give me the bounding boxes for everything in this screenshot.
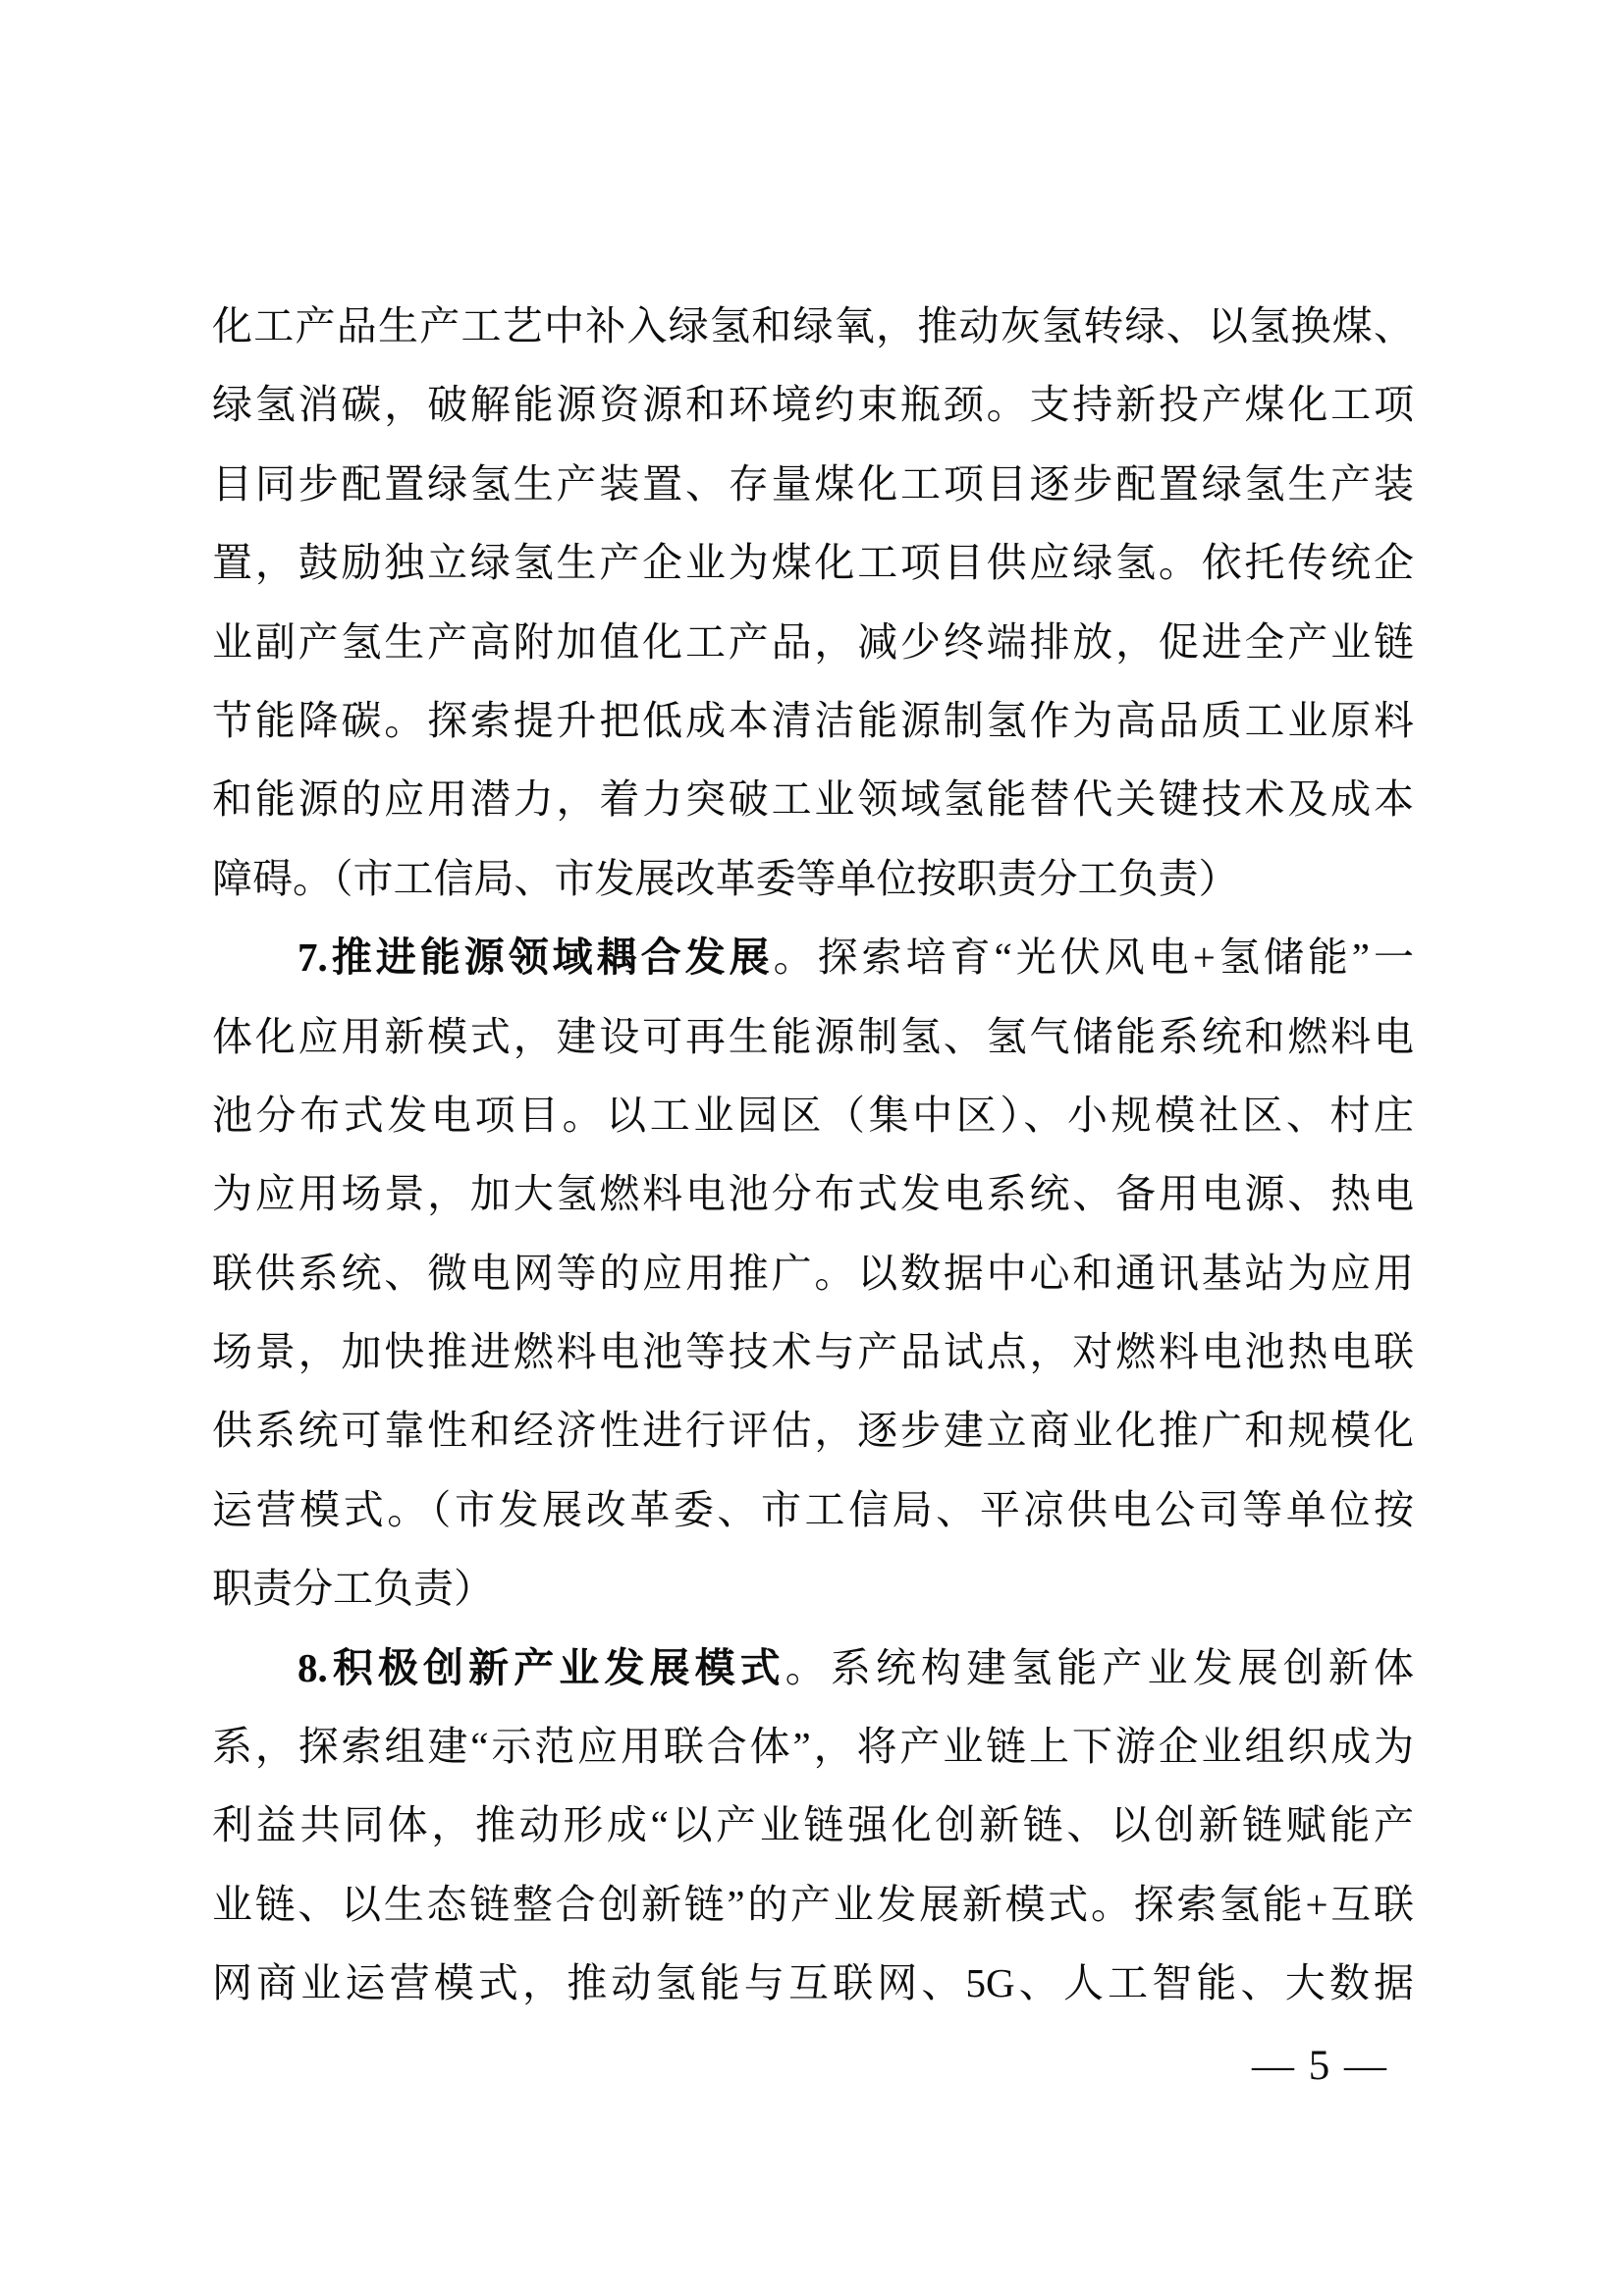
section-number-title: 7.推进能源领域耦合发展 xyxy=(298,934,774,981)
line-text: 。探索培育“光伏风电+氢储能”一 xyxy=(773,934,1414,981)
text-line: 业副产氢生产高附加值化工产品，减少终端排放，促进全产业链 xyxy=(212,618,1414,665)
text-line: 系，探索组建“示范应用联合体”，将产业链上下游企业组织成为 xyxy=(212,1724,1414,1770)
text-line: 障碍。（市工信局、市发展改革委等单位按职责分工负责） xyxy=(212,855,1239,901)
text-line: 为应用场景，加大氢燃料电池分布式发电系统、备用电源、热电 xyxy=(212,1171,1414,1217)
text-line: 网商业运营模式，推动氢能与互联网、5G、人工智能、大数据 xyxy=(212,1960,1414,2006)
text-line: 池分布式发电项目。以工业园区（集中区）、小规模社区、村庄 xyxy=(212,1092,1414,1138)
text-line: 运营模式。（市发展改革委、市工信局、平凉供电公司等单位按 xyxy=(212,1486,1414,1532)
text-line xyxy=(212,918,1414,996)
text-line: 职责分工负责） xyxy=(212,1566,494,1612)
text-line: 置，鼓励独立绿氢生产企业为煤化工项目供应绿氢。依托传统企 xyxy=(212,540,1414,586)
text-line: 体化应用新模式，建设可再生能源制氢、氢气储能系统和燃料电 xyxy=(212,1013,1414,1059)
text-line: 联供系统、微电网等的应用推广。以数据中心和通讯基站为应用 xyxy=(212,1250,1414,1296)
text-line: 绿氢消碳，破解能源资源和环境约束瓶颈。支持新投产煤化工项 xyxy=(212,382,1414,428)
page-number: — 5 — xyxy=(1252,2043,1388,2089)
text-line: 和能源的应用潜力，着力突破工业领域氢能替代关键技术及成本 xyxy=(212,776,1414,823)
text-line: 目同步配置绿氢生产装置、存量煤化工项目逐步配置绿氢生产装 xyxy=(212,460,1414,507)
text-line: 利益共同体，推动形成“以产业链强化创新链、以创新链赋能产 xyxy=(212,1802,1414,1848)
text-line: 业链、以生态链整合创新链”的产业发展新模式。探索氢能+互联 xyxy=(212,1881,1414,1927)
document-body xyxy=(212,287,1414,2023)
text-line: 供系统可靠性和经济性进行评估，逐步建立商业化推广和规模化 xyxy=(212,1408,1414,1454)
section-number-title: 8.积极创新产业发展模式 xyxy=(298,1644,785,1690)
text-line: 化工产品生产工艺中补入绿氢和绿氧，推动灰氢转绿、以氢换煤、 xyxy=(212,303,1414,348)
text-line: 节能降碳。探索提升把低成本清洁能源制氢作为高品质工业原料 xyxy=(212,697,1414,743)
text-line xyxy=(212,1629,1414,1707)
line-text: 。系统构建氢能产业发展创新体 xyxy=(785,1644,1414,1690)
text-line: 场景，加快推进燃料电池等技术与产品试点，对燃料电池热电联 xyxy=(212,1329,1414,1375)
